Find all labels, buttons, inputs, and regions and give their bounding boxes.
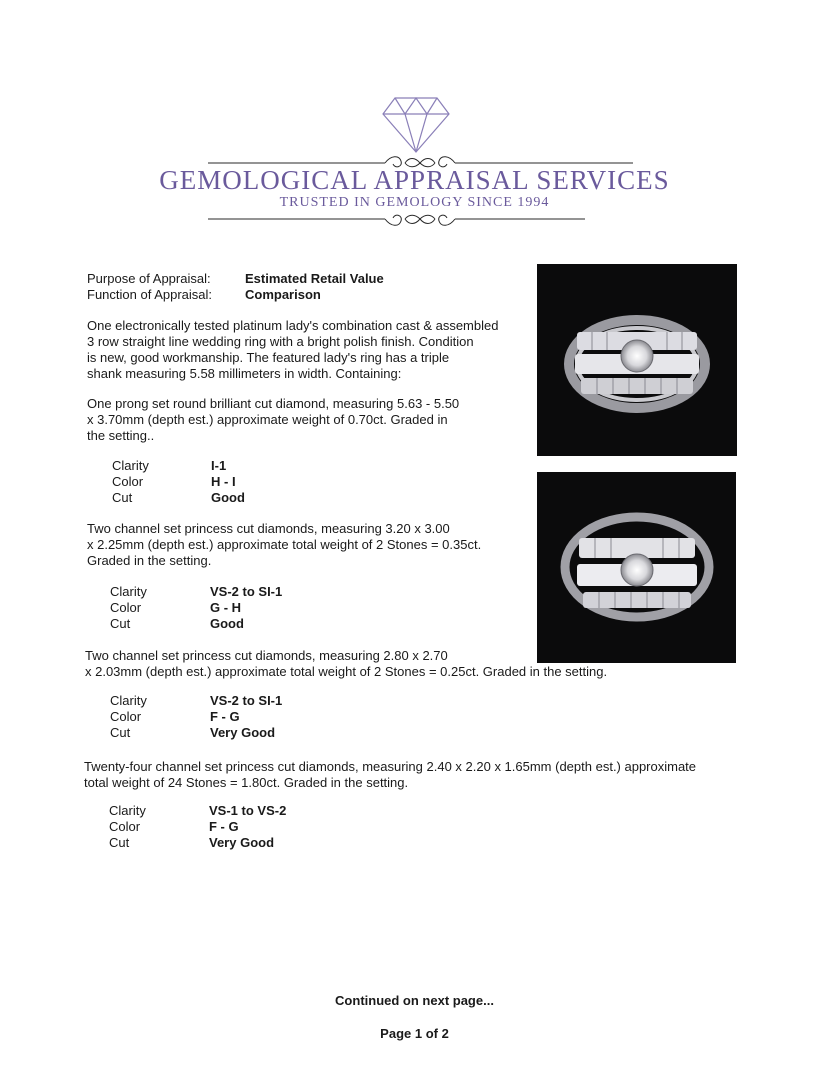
grade-label: Clarity (110, 693, 147, 708)
ornament-divider-bottom (205, 210, 635, 232)
grade-value: H - I (211, 474, 236, 489)
stone-line: Graded in the setting. (87, 553, 212, 568)
grade-label: Color (109, 819, 141, 834)
grade-label: Cut (110, 616, 131, 631)
stone-line: Two channel set princess cut diamonds, measuring 2.80 x 2.70 (85, 648, 448, 663)
purpose-label: Purpose of Appraisal: (87, 271, 211, 286)
ring-photo-angle (537, 264, 737, 456)
stone-description (85, 648, 607, 680)
ring-icon (537, 472, 736, 663)
grade-value: G - H (210, 600, 242, 615)
grade-value: Good (210, 616, 244, 631)
description-line: 3 row straight line wedding ring with a bright polish finish. Condition (87, 334, 474, 349)
grade-value: Very Good (209, 835, 275, 850)
grade-label: Color (112, 474, 144, 489)
page-number: Page 1 of 2 (380, 1026, 449, 1041)
purpose-value: Estimated Retail Value (245, 271, 384, 286)
stone-description (84, 759, 696, 791)
grade-label: Color (110, 600, 142, 615)
function-value: Comparison (245, 287, 321, 302)
company-tagline: TRUSTED IN GEMOLOGY SINCE 1994 (279, 195, 550, 210)
grade-value: VS-2 to SI-1 (210, 584, 283, 599)
description-line: is new, good workmanship. The featured lady's ring has a triple (87, 350, 450, 365)
stone-line: x 3.70mm (depth est.) approximate weight of 0.70ct. Graded in (87, 412, 448, 427)
stone-line: the setting.. (87, 428, 155, 443)
stone-line: Twenty-four channel set princess cut diamonds, measuring 2.40 x 2.20 x 1.65mm (depth est.) approximate (84, 759, 697, 774)
function-label: Function of Appraisal: (87, 287, 213, 302)
grade-label: Cut (109, 835, 130, 850)
grade-value: F - G (209, 819, 239, 834)
grade-value: I-1 (211, 458, 227, 473)
grade-value: F - G (210, 709, 240, 724)
ring-icon (537, 264, 737, 456)
grade-value: VS-2 to SI-1 (210, 693, 283, 708)
continued-note: Continued on next page... (335, 993, 494, 1008)
stone-line: x 2.03mm (depth est.) approximate total weight of 2 Stones = 0.25ct. Graded in the setting. (85, 664, 608, 679)
diamond-logo-icon (381, 94, 451, 154)
company-name: GEMOLOGICAL APPRAISAL SERVICES (159, 165, 670, 195)
description-line: shank measuring 5.58 millimeters in width. Containing: (87, 366, 402, 381)
ring-photo-front (537, 472, 736, 663)
grade-value: VS-1 to VS-2 (209, 803, 287, 818)
stone-description (87, 521, 481, 569)
stone-line: x 2.25mm (depth est.) approximate total weight of 2 Stones = 0.35ct. (87, 537, 482, 552)
grade-label: Clarity (112, 458, 149, 473)
description-line: One electronically tested platinum lady's combination cast & assembled (87, 318, 499, 333)
stone-line: Two channel set princess cut diamonds, measuring 3.20 x 3.00 (87, 521, 450, 536)
grade-label: Color (110, 709, 142, 724)
stone-description (87, 396, 459, 444)
grade-label: Cut (110, 725, 131, 740)
item-description (87, 318, 498, 382)
grade-value: Very Good (210, 725, 276, 740)
stone-line: total weight of 24 Stones = 1.80ct. Graded in the setting. (84, 775, 409, 790)
grade-value: Good (211, 490, 245, 505)
stone-line: One prong set round brilliant cut diamond, measuring 5.63 - 5.50 (87, 396, 460, 411)
grade-label: Cut (112, 490, 133, 505)
grade-label: Clarity (110, 584, 147, 599)
grade-label: Clarity (109, 803, 146, 818)
